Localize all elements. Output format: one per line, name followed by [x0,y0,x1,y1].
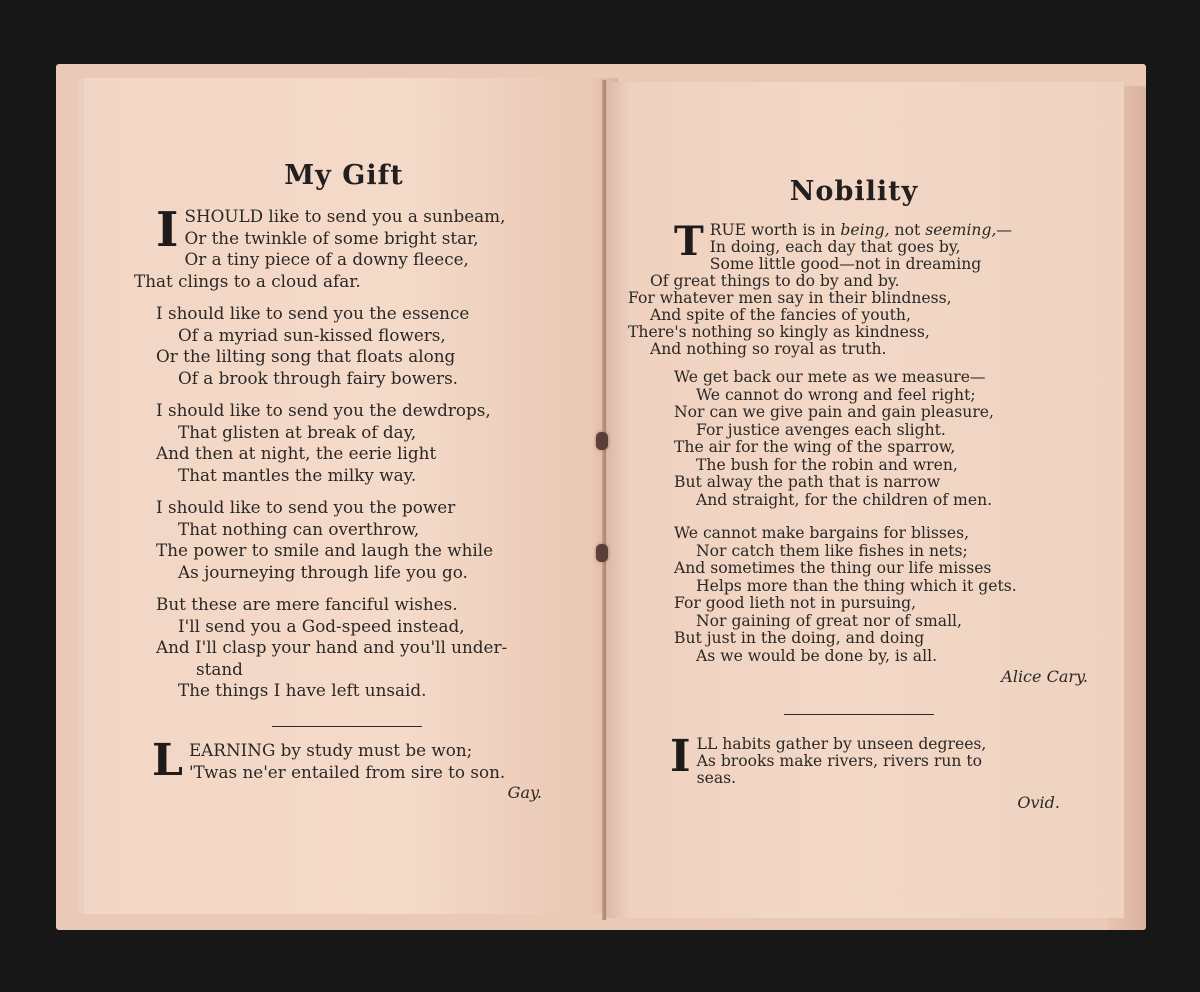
poem-line: In doing, each day that goes by, [709,238,961,256]
poem-body-my-gift [134,202,596,713]
stanza-1 [628,218,1094,358]
stanza-5 [156,594,596,702]
poem-title-nobility: Nobility [789,176,919,207]
booklet-spine [602,80,606,920]
poem-line: Or the lilting song that floats along [156,346,456,366]
quote-learning [152,735,552,802]
staple [596,544,608,562]
poem-line: But alway the path that is narrow [674,473,941,491]
quote-author: Gay. [507,783,542,802]
poem-line: And spite of the fancies of youth, [650,306,911,324]
poem-line: That clings to a cloud afar. [134,270,361,291]
divider-rule [784,714,934,715]
quote-author: Ovid. [1017,793,1060,812]
stanza-2 [674,369,1094,509]
poem-line: Or a tiny piece of a downy fleece, [184,249,469,269]
poem-line: Nor can we give pain and gain pleasure, [674,403,994,421]
poem-line: The things I have left unsaid. [178,680,427,700]
poem-line: That glisten at break of day, [178,421,417,442]
right-page [604,82,1124,918]
poem-line: I should like to send you the essence [156,303,470,323]
poem-line: For good lieth not in pursuing, [674,594,917,612]
poem-line: And straight, for the children of men. [696,490,993,509]
quote-line: seas. [696,769,737,787]
divider-rule [272,726,422,727]
quote-habits [670,731,1090,812]
poem-line: We cannot do wrong and feel right; [696,385,976,404]
poem-title-my-gift: My Gift [284,160,404,191]
stanza-2 [156,303,596,389]
stanza-1 [134,202,596,292]
poem-line: And then at night, the eerie light [156,443,437,463]
poem-line: Nor gaining of great nor of small, [696,611,962,630]
quote-line: EARNING by study must be won; [188,740,473,760]
poem-line: We get back our mete as we measure— [674,368,986,386]
open-booklet [56,64,1146,930]
poem-line: The air for the wing of the sparrow, [674,438,956,456]
poem-line: Or the twinkle of some bright star, [184,227,479,248]
poem-line: SHOULD like to send you a sunbeam, [184,206,506,226]
line-fragment: RUE worth is in [709,221,841,239]
poem-line: As journeying through life you go. [178,561,468,582]
poem-author: Alice Cary. [1001,667,1088,686]
poem-line: Some little good—not in dreaming [709,255,982,273]
staple [596,432,608,450]
dropcap-letter: I [156,202,179,258]
poem-line: I should like to send you the power [156,497,456,517]
dropcap-letter: I [670,731,691,782]
quote-line: 'Twas ne'er entailed from sire to son. [188,761,506,782]
quote-line: LL habits gather by unseen degrees, [696,735,987,753]
line-fragment: — [996,221,1013,239]
poem-line: Of a brook through fairy bowers. [178,367,459,388]
poem-line: The bush for the robin and wren, [696,455,958,474]
poem-line: That nothing can overthrow, [178,518,420,539]
poem-line: That mantles the milky way. [178,464,417,485]
quote-line: As brooks make rivers, rivers run to [696,752,983,770]
line-fragment-italic: seeming, [925,221,997,239]
stanza-3 [156,400,596,486]
poem-line: Nor catch them like fishes in nets; [696,541,968,560]
left-page [78,78,618,914]
poem-line: And sometimes the thing our life misses [674,559,992,577]
poem-line: We cannot make bargains for blisses, [674,524,970,542]
poem-line: Of a myriad sun-kissed flowers, [178,324,446,345]
poem-line: But these are mere fanciful wishes. [156,594,458,614]
poem-line [674,222,1094,239]
poem-line: For justice avenges each slight. [696,420,946,439]
poem-line: I should like to send you the dewdrops, [156,400,491,420]
poem-line: And nothing so royal as truth. [650,340,887,358]
poem-body-nobility [628,218,1094,697]
stanza-4 [156,497,596,583]
poem-line: But just in the doing, and doing [674,629,925,647]
poem-line: The power to smile and laugh the while [156,540,494,560]
poem-line: For whatever men say in their blindness, [628,289,952,307]
dropcap-letter: T [674,218,704,265]
poem-line: I'll send you a God-speed instead, [178,615,465,636]
poem-line: Of great things to do by and by. [650,272,900,290]
poem-line: And I'll clasp your hand and you'll under- [156,637,508,657]
poem-line: stand [196,658,243,679]
poem-line: Helps more than the thing which it gets. [696,576,1017,595]
line-fragment-italic: being, [840,221,890,239]
poem-line: There's nothing so kingly as kindness, [628,323,930,341]
dropcap-letter: L [152,735,183,786]
poem-line: As we would be done by, is all. [696,646,938,665]
line-fragment: not [889,221,926,239]
stanza-3 [674,525,1094,686]
